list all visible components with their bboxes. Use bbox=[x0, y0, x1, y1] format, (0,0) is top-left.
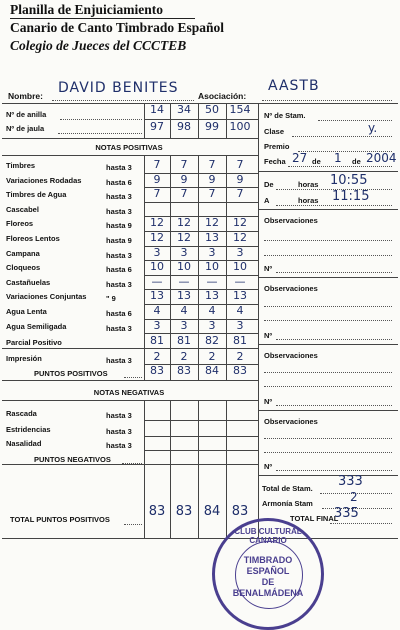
neg-col-2 bbox=[198, 400, 199, 464]
puntos-positivos-value: 83 bbox=[233, 364, 247, 377]
fecha-bottom-line bbox=[258, 171, 398, 172]
n-line bbox=[276, 470, 392, 471]
score-row-name: Cascabel bbox=[6, 204, 39, 214]
score-value: 7 bbox=[180, 158, 188, 171]
premio-label: Premio bbox=[264, 142, 290, 151]
score-value: — bbox=[178, 274, 190, 288]
score-row-hasta: " 9 bbox=[106, 294, 116, 304]
anilla-col-3 bbox=[226, 103, 227, 138]
neg-row-name: Estridencias bbox=[6, 425, 51, 434]
armonia-value: 2 bbox=[350, 490, 358, 504]
score-value: 3 bbox=[208, 318, 216, 332]
observaciones-label: Observaciones bbox=[264, 284, 318, 293]
fecha-month: 1 bbox=[334, 151, 342, 165]
score-row-name: Agua Semiligada bbox=[6, 321, 67, 331]
parcial-value: 81 bbox=[233, 334, 247, 347]
negativas-header-line bbox=[2, 400, 258, 401]
impresion-hasta: hasta 3 bbox=[106, 356, 132, 365]
observaciones-label: Observaciones bbox=[264, 417, 318, 426]
score-value: — bbox=[234, 274, 246, 288]
total-label: TOTAL PUNTOS POSITIVOS bbox=[10, 515, 110, 524]
fecha-de-label: de bbox=[352, 157, 361, 166]
score-col-3 bbox=[226, 155, 227, 380]
score-value: 3 bbox=[180, 245, 188, 259]
score-value: 3 bbox=[153, 318, 161, 332]
anilla-col-1 bbox=[170, 103, 171, 138]
anilla-col-0 bbox=[144, 103, 145, 138]
observaciones-line bbox=[264, 372, 392, 373]
score-value: 4 bbox=[180, 304, 188, 317]
anilla-value: 14 bbox=[150, 103, 164, 116]
score-value: — bbox=[206, 274, 218, 288]
jaula-value: 97 bbox=[150, 120, 164, 133]
score-row-name: Campana bbox=[6, 248, 40, 258]
score-row-hasta: hasta 9 bbox=[106, 236, 132, 245]
score-value: 10 bbox=[150, 260, 164, 274]
score-value: 3 bbox=[236, 245, 244, 259]
total-value: 83 bbox=[231, 504, 249, 519]
clase-value: y. bbox=[368, 121, 378, 135]
score-value: 7 bbox=[208, 158, 216, 171]
anilla-value: 154 bbox=[229, 103, 251, 116]
impresion-value: 2 bbox=[153, 350, 161, 363]
club-stamp bbox=[212, 518, 324, 630]
score-value: 10 bbox=[205, 260, 219, 274]
puntos-positivos-line bbox=[124, 377, 142, 378]
n-line bbox=[276, 405, 392, 406]
score-col-1 bbox=[170, 155, 171, 380]
title-underline bbox=[10, 18, 195, 19]
score-value: 12 bbox=[233, 216, 247, 230]
a-label: A bbox=[264, 196, 270, 205]
n-line bbox=[276, 272, 392, 273]
stamp-line: ESPAÑOL bbox=[246, 566, 290, 576]
total-col-0 bbox=[144, 464, 145, 538]
score-value: 12 bbox=[205, 216, 219, 230]
score-value: 9 bbox=[153, 172, 161, 186]
score-value: 13 bbox=[150, 289, 164, 303]
total-line bbox=[124, 524, 142, 525]
total-value: 83 bbox=[175, 504, 193, 519]
score-row-hasta: hasta 3 bbox=[106, 206, 132, 216]
score-row-hasta: hasta 3 bbox=[106, 163, 132, 172]
score-row-hasta: hasta 9 bbox=[106, 221, 132, 231]
total-col-1 bbox=[170, 464, 171, 538]
observaciones-label: Observaciones bbox=[264, 351, 318, 360]
score-col-0 bbox=[144, 155, 145, 380]
obs-divider bbox=[258, 475, 398, 476]
score-row-hasta: hasta 3 bbox=[106, 279, 132, 289]
parcial-line bbox=[2, 348, 258, 349]
n-line bbox=[276, 339, 392, 340]
neg-row-hasta: hasta 3 bbox=[106, 441, 132, 450]
grid-bottom-line bbox=[2, 538, 398, 539]
negativas-bottom-line bbox=[2, 464, 258, 465]
score-value: 12 bbox=[177, 231, 191, 244]
neg-row-line bbox=[144, 436, 258, 437]
total-col-2 bbox=[198, 464, 199, 538]
score-value: — bbox=[151, 274, 163, 288]
score-value: 7 bbox=[236, 187, 244, 201]
asociacion-value: AASTB bbox=[268, 78, 320, 94]
fecha-year: 2004 bbox=[366, 151, 397, 165]
total-stam-value: 333 bbox=[338, 474, 363, 489]
form-title: Planilla de Enjuiciamiento bbox=[10, 2, 164, 17]
total-stam-label: Total de Stam. bbox=[262, 484, 313, 493]
score-row-name: Variaciones Conjuntas bbox=[6, 292, 87, 302]
asociacion-label: Asociación: bbox=[198, 91, 247, 101]
score-col-2 bbox=[198, 155, 199, 380]
anilla-value: 50 bbox=[205, 103, 219, 116]
a-horas-label: horas bbox=[298, 196, 319, 205]
puntos-positivos-label: PUNTOS POSITIVOS bbox=[34, 369, 108, 378]
nombre-value: DAVID BENITES bbox=[58, 80, 179, 96]
score-row-name: Variaciones Rodadas bbox=[6, 175, 82, 185]
negativas-header: NOTAS NEGATIVAS bbox=[93, 388, 165, 397]
asociacion-line bbox=[262, 100, 392, 101]
observaciones-line bbox=[264, 306, 392, 307]
obs-divider bbox=[258, 277, 398, 278]
clase-line bbox=[292, 136, 392, 137]
score-value: 4 bbox=[208, 304, 216, 317]
positivas-bottom-line bbox=[2, 380, 258, 381]
impresion-value: 2 bbox=[208, 350, 216, 363]
score-value: 9 bbox=[236, 172, 244, 186]
score-row-name: Floreos bbox=[6, 219, 34, 229]
score-value: 7 bbox=[153, 158, 161, 171]
anilla-col-2 bbox=[198, 103, 199, 138]
score-row-hasta: hasta 6 bbox=[106, 265, 132, 275]
score-row-line bbox=[144, 202, 258, 203]
parcial-value: 82 bbox=[205, 334, 219, 347]
de-label: De bbox=[264, 180, 274, 189]
stamp-line: BENALMÁDENA bbox=[232, 588, 304, 598]
neg-col-3 bbox=[226, 400, 227, 464]
impresion-value: 2 bbox=[236, 350, 244, 363]
impresion-label: Impresión bbox=[6, 354, 42, 363]
stamp-outer-text: CLUB CULTURAL CANARIO bbox=[234, 527, 302, 545]
score-row-name: Cloqueos bbox=[6, 263, 41, 273]
puntos-negativos-label: PUNTOS NEGATIVOS bbox=[34, 455, 111, 464]
score-value: 12 bbox=[150, 231, 164, 244]
anilla-value: 34 bbox=[177, 103, 191, 116]
total-final-label: TOTAL FINAL bbox=[290, 514, 339, 523]
jaula-line bbox=[58, 133, 142, 134]
neg-row-name: Nasalidad bbox=[6, 439, 42, 448]
score-value: 12 bbox=[177, 216, 191, 230]
score-value: 7 bbox=[153, 187, 161, 201]
jaula-value: 100 bbox=[229, 120, 251, 133]
a-line bbox=[276, 205, 392, 206]
jaula-value: 99 bbox=[205, 120, 219, 133]
score-value: 12 bbox=[233, 231, 247, 244]
score-value: 13 bbox=[177, 289, 191, 303]
neg-row-line bbox=[144, 420, 258, 421]
puntos-positivos-value: 84 bbox=[205, 364, 219, 377]
observaciones-line bbox=[264, 255, 392, 256]
n-label: Nº bbox=[264, 331, 273, 340]
score-row-hasta: hasta 3 bbox=[106, 323, 132, 333]
score-value: 3 bbox=[208, 245, 216, 259]
observaciones-line bbox=[264, 452, 392, 453]
score-row-name: Timbres de Agua bbox=[6, 190, 67, 200]
observaciones-line bbox=[264, 240, 392, 241]
jaula-label: Nº de jaula bbox=[6, 124, 45, 133]
neg-row-hasta: hasta 3 bbox=[106, 427, 132, 436]
form-subtitle: Canario de Canto Timbrado Español bbox=[10, 20, 225, 35]
positivas-top-line bbox=[2, 138, 258, 139]
positivas-header: NOTAS POSITIVAS bbox=[95, 143, 163, 152]
score-row-hasta: hasta 3 bbox=[106, 250, 132, 260]
total-final-value: 335 bbox=[334, 506, 359, 521]
fecha-de-label: de bbox=[312, 157, 321, 166]
obs-divider bbox=[258, 344, 398, 345]
score-value: 9 bbox=[180, 172, 188, 186]
score-value: 9 bbox=[208, 172, 216, 186]
n-label: Nº bbox=[264, 462, 273, 471]
stamp-line: DE bbox=[261, 577, 275, 587]
stam-label: Nº de Stam. bbox=[264, 111, 306, 120]
neg-col-0 bbox=[144, 400, 145, 464]
stamp-line: TIMBRADO bbox=[243, 555, 293, 565]
puntos-positivos-value: 83 bbox=[150, 364, 164, 377]
score-value: 13 bbox=[205, 231, 219, 244]
fecha-label: Fecha bbox=[264, 157, 286, 166]
parcial-value: 81 bbox=[177, 334, 191, 347]
de-hora-value: 10:55 bbox=[330, 173, 368, 188]
score-row-name: Floreos Lentos bbox=[6, 234, 60, 243]
score-row-hasta: hasta 6 bbox=[106, 309, 132, 318]
obs-divider bbox=[258, 410, 398, 411]
score-value: 12 bbox=[150, 216, 164, 230]
score-value: 10 bbox=[177, 260, 191, 274]
colegio-name: Colegio de Jueces del CCCTEB bbox=[10, 38, 187, 53]
score-value: 7 bbox=[180, 187, 188, 201]
total-value: 83 bbox=[148, 504, 166, 519]
score-row-name: Timbres bbox=[6, 161, 36, 170]
parcial-label: Parcial Positivo bbox=[6, 338, 62, 347]
anilla-line bbox=[60, 119, 142, 120]
anilla-label: Nº de anilla bbox=[6, 110, 47, 119]
de-horas-label: horas bbox=[298, 180, 319, 189]
score-row-name: Castañuelas bbox=[6, 277, 51, 287]
clase-label: Clase bbox=[264, 127, 285, 136]
impresion-value: 2 bbox=[180, 350, 188, 363]
observaciones-line bbox=[264, 320, 392, 321]
jaula-value: 98 bbox=[177, 120, 191, 133]
a-hora-value: 11:15 bbox=[332, 189, 370, 204]
parcial-value: 81 bbox=[150, 334, 164, 347]
observaciones-label: Observaciones bbox=[264, 216, 318, 225]
n-label: Nº bbox=[264, 397, 273, 406]
score-value: 13 bbox=[205, 289, 219, 303]
observaciones-line bbox=[264, 386, 392, 387]
score-value: 10 bbox=[233, 260, 247, 274]
score-value: 4 bbox=[236, 304, 244, 317]
score-row-name: Agua Lenta bbox=[6, 307, 47, 316]
total-final-line bbox=[330, 523, 392, 524]
armonia-label: Armonía Stam bbox=[262, 499, 313, 508]
neg-row-line bbox=[144, 450, 258, 451]
nombre-line bbox=[52, 100, 194, 101]
grid-top-line bbox=[2, 103, 398, 104]
n-label: Nº bbox=[264, 264, 273, 273]
score-value: 7 bbox=[236, 158, 244, 171]
score-row-hasta: hasta 6 bbox=[106, 177, 132, 187]
score-value: 4 bbox=[153, 304, 161, 317]
nombre-label: Nombre: bbox=[8, 91, 43, 101]
neg-col-1 bbox=[170, 400, 171, 464]
fecha-line bbox=[288, 166, 392, 167]
positivas-header-line bbox=[2, 155, 258, 156]
score-value: 7 bbox=[208, 187, 216, 201]
stam-line bbox=[318, 120, 392, 121]
hora-bottom-line bbox=[258, 209, 398, 210]
puntos-positivos-value: 83 bbox=[177, 364, 191, 377]
fecha-day: 27 bbox=[292, 151, 308, 165]
total-value: 84 bbox=[203, 504, 221, 519]
observaciones-line bbox=[264, 438, 392, 439]
score-row-hasta: hasta 3 bbox=[106, 192, 132, 202]
score-value: 3 bbox=[236, 318, 244, 332]
score-value: 3 bbox=[180, 318, 188, 332]
neg-row-hasta: hasta 3 bbox=[106, 411, 132, 420]
score-value: 13 bbox=[233, 289, 247, 303]
side-divider bbox=[258, 103, 259, 538]
score-value: 3 bbox=[153, 245, 161, 259]
neg-row-name: Rascada bbox=[6, 409, 37, 418]
